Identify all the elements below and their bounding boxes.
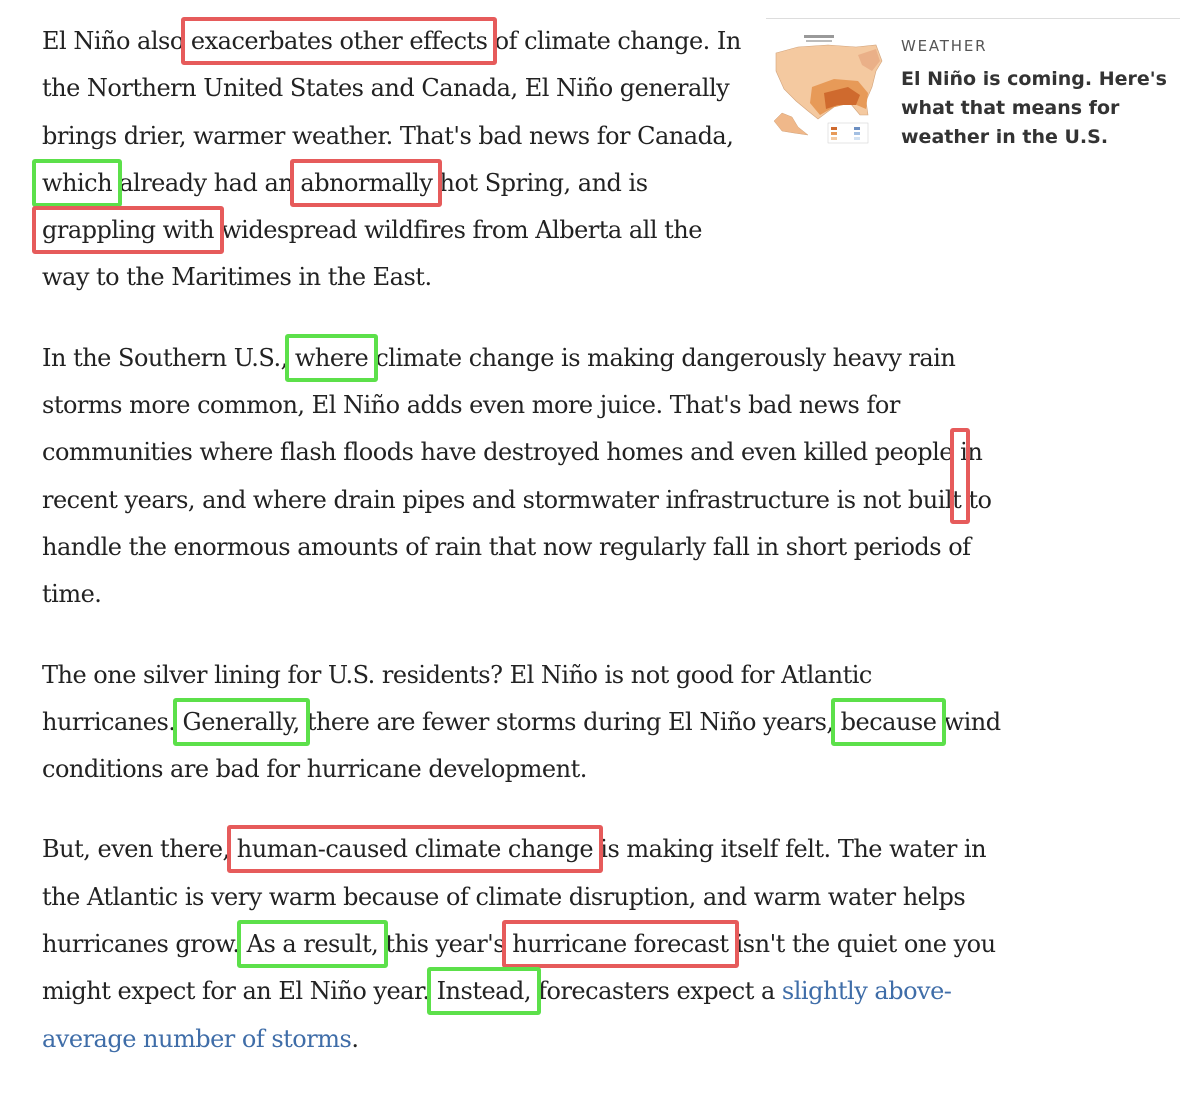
highlight-red: exacerbates other effects [190,27,488,55]
text-run: . [351,1024,359,1053]
highlight-green: As a result, [246,930,379,959]
text-run: hot Spring, and is [432,168,648,197]
highlight-red: hurricane forecast [512,930,729,959]
paragraph-3 [42,652,1002,794]
highlight-green: which [42,168,113,197]
highlight-green: Instead, [436,977,531,1006]
paragraph-1 [42,18,754,302]
highlight-red: human-caused climate change [236,835,594,864]
text-run: The one silver lining for U.S. residents? El Niño is not good for Atlantic hurricanes. [42,660,872,736]
text-run: isn't the quiet one you might expect for an El Niño year. [42,930,996,1006]
paragraph-4 [42,826,1002,1062]
text-run: this year's [378,930,513,959]
text-run: climate change is making dangerously heavy rain storms more common, El Niño adds even more juice. That's bad news for communities where flash floods have destroyed homes and even killed people [42,343,961,467]
related-story-headline-link[interactable]: El Niño is coming. Here's what that means for weather in the U.S. [901,68,1167,148]
highlight-red: grappling with [42,216,214,245]
highlight-red: abnormally [300,168,433,197]
text-run: In the Southern U.S., [42,343,295,372]
text-run: there are fewer storms during El Niño years, [299,707,841,736]
text-run: wind conditions are bad for hurricane development. [42,707,1001,784]
text-run: is making itself felt. The water in the Atlantic is very warm because of climate disruption, and warm water helps hurricanes grow. [42,835,987,959]
paragraph-2 [42,335,1002,619]
text-run: widespread wildfires from Alberta all the way to the Maritimes in the East. [42,216,702,292]
text-run: El Niño also [42,27,191,55]
highlight-green: because [840,707,937,736]
text-run: already had an [112,168,301,197]
related-story-kicker: WEATHER [901,37,988,55]
text-run: But, even there, [42,835,237,864]
text-run: and where drain pipes and stormwater infrastructure is not built to handle the enormous amounts of rain that now regularly fall in short periods of time. [42,485,992,609]
storms-forecast-link[interactable]: slightly above-average number of storms [42,977,952,1053]
text-run: forecasters expect a [530,977,782,1006]
text-run: of climate change. In the Northern United States and Canada, El Niño generally brings drier, warmer weather. That's bad news for Canada, [42,27,741,150]
highlight-red: in recent years, [42,438,983,514]
article-body [42,18,1002,1096]
highlight-green: Generally, [182,707,300,736]
highlight-green: where [294,343,369,372]
